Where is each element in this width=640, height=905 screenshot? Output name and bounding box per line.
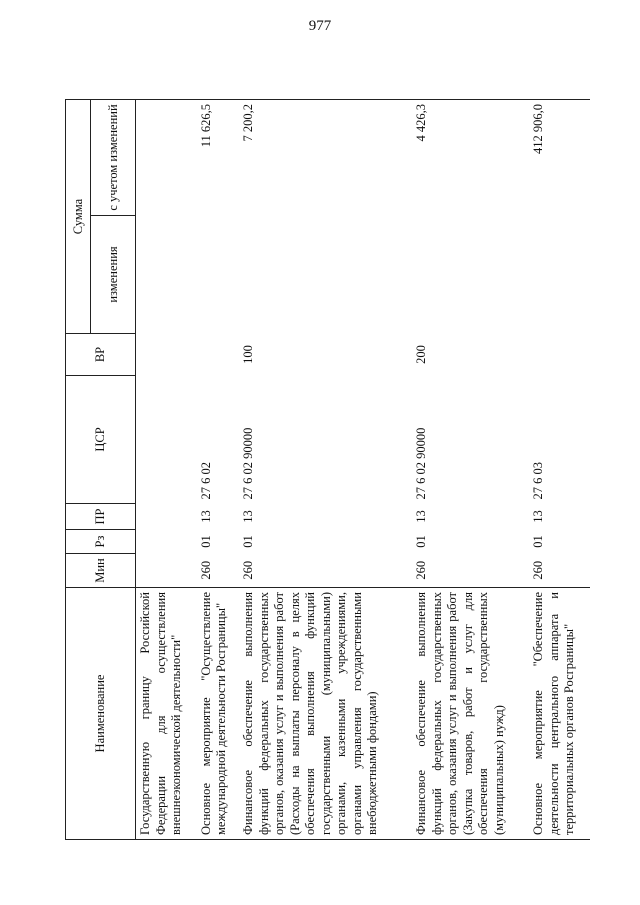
row-name: Финансовое обеспечение выполнения функций федеральных государственных органов, оказания услуг и выполнения работ (Закупка товаров, работ и услуг для обеспечения государственных (муниципальных) нужд) [412,588,529,840]
row-total: 4 426,3 [412,100,529,216]
budget-table-rotated [65,100,590,840]
header-row-top [66,100,91,840]
row-pr: 13 [241,510,256,523]
row-vr [136,334,197,376]
row-csr: 27 6 03 [531,462,546,500]
table-row [239,100,412,840]
row-vr: 200 [414,345,429,364]
row-rz: 01 [414,535,429,548]
row-vr [197,334,239,376]
table-row [529,100,590,840]
row-changes [197,216,239,334]
col-header-csr: ЦСР [66,376,136,504]
table-row [412,100,529,840]
row-min: 260 [414,560,429,580]
col-header-vr: ВР [66,334,136,376]
row-min: 260 [531,560,546,580]
row-min: 260 [198,560,213,580]
page-number: 977 [308,18,332,34]
col-header-min: Мин [66,554,136,588]
row-rz [136,530,197,554]
row-total: 412 906,0 [529,100,590,216]
row-rz: 01 [241,535,256,548]
row-total: 11 626,5 [197,100,239,216]
row-vr [529,334,590,376]
col-header-name: Наименование [66,588,136,840]
row-name: Финансовое обеспечение выполнения функций федеральных государственных органов, оказания услуг и выполнения работ (Расходы на выплаты персоналу в целях обеспечения выполнения функций государственными (муниципальными) органами, казенными учреждениями, органами управления государственными внебюджетными фондами) [239,588,412,840]
row-total: 7 200,2 [239,100,412,216]
row-min: 260 [241,560,256,580]
col-header-changes: изменения [91,216,136,334]
row-csr: 27 6 02 [198,462,213,500]
row-changes [529,216,590,334]
table-row [136,100,197,840]
row-csr: 27 6 02 90000 [414,427,429,500]
row-pr: 13 [198,510,213,523]
row-changes [136,216,197,334]
col-header-sum: Сумма [66,100,91,334]
row-csr: 27 6 02 90000 [241,427,256,500]
table-row [197,100,239,840]
row-name: Основное мероприятие "Обеспечение деятельности центрального аппарата и территориальных органов Росграницы" [529,588,590,840]
row-name: Основное мероприятие "Осуществление международной деятельности Росграницы" [197,588,239,840]
row-pr: 13 [414,510,429,523]
col-header-rz: Рз [66,530,136,554]
row-rz: 01 [531,535,546,548]
col-header-with-changes: с учетом изменений [91,100,136,216]
row-pr [136,504,197,530]
row-changes [412,216,529,334]
col-header-pr: ПР [66,504,136,530]
row-total [136,100,197,216]
row-min [136,554,197,588]
budget-table [65,99,590,840]
row-csr [136,376,197,504]
row-name: Государственную границу Российской Федерации для осуществления внешнеэкономической деятельности" [136,588,197,840]
row-vr: 100 [241,345,256,364]
row-pr: 13 [531,510,546,523]
row-rz: 01 [198,535,213,548]
row-changes [239,216,412,334]
